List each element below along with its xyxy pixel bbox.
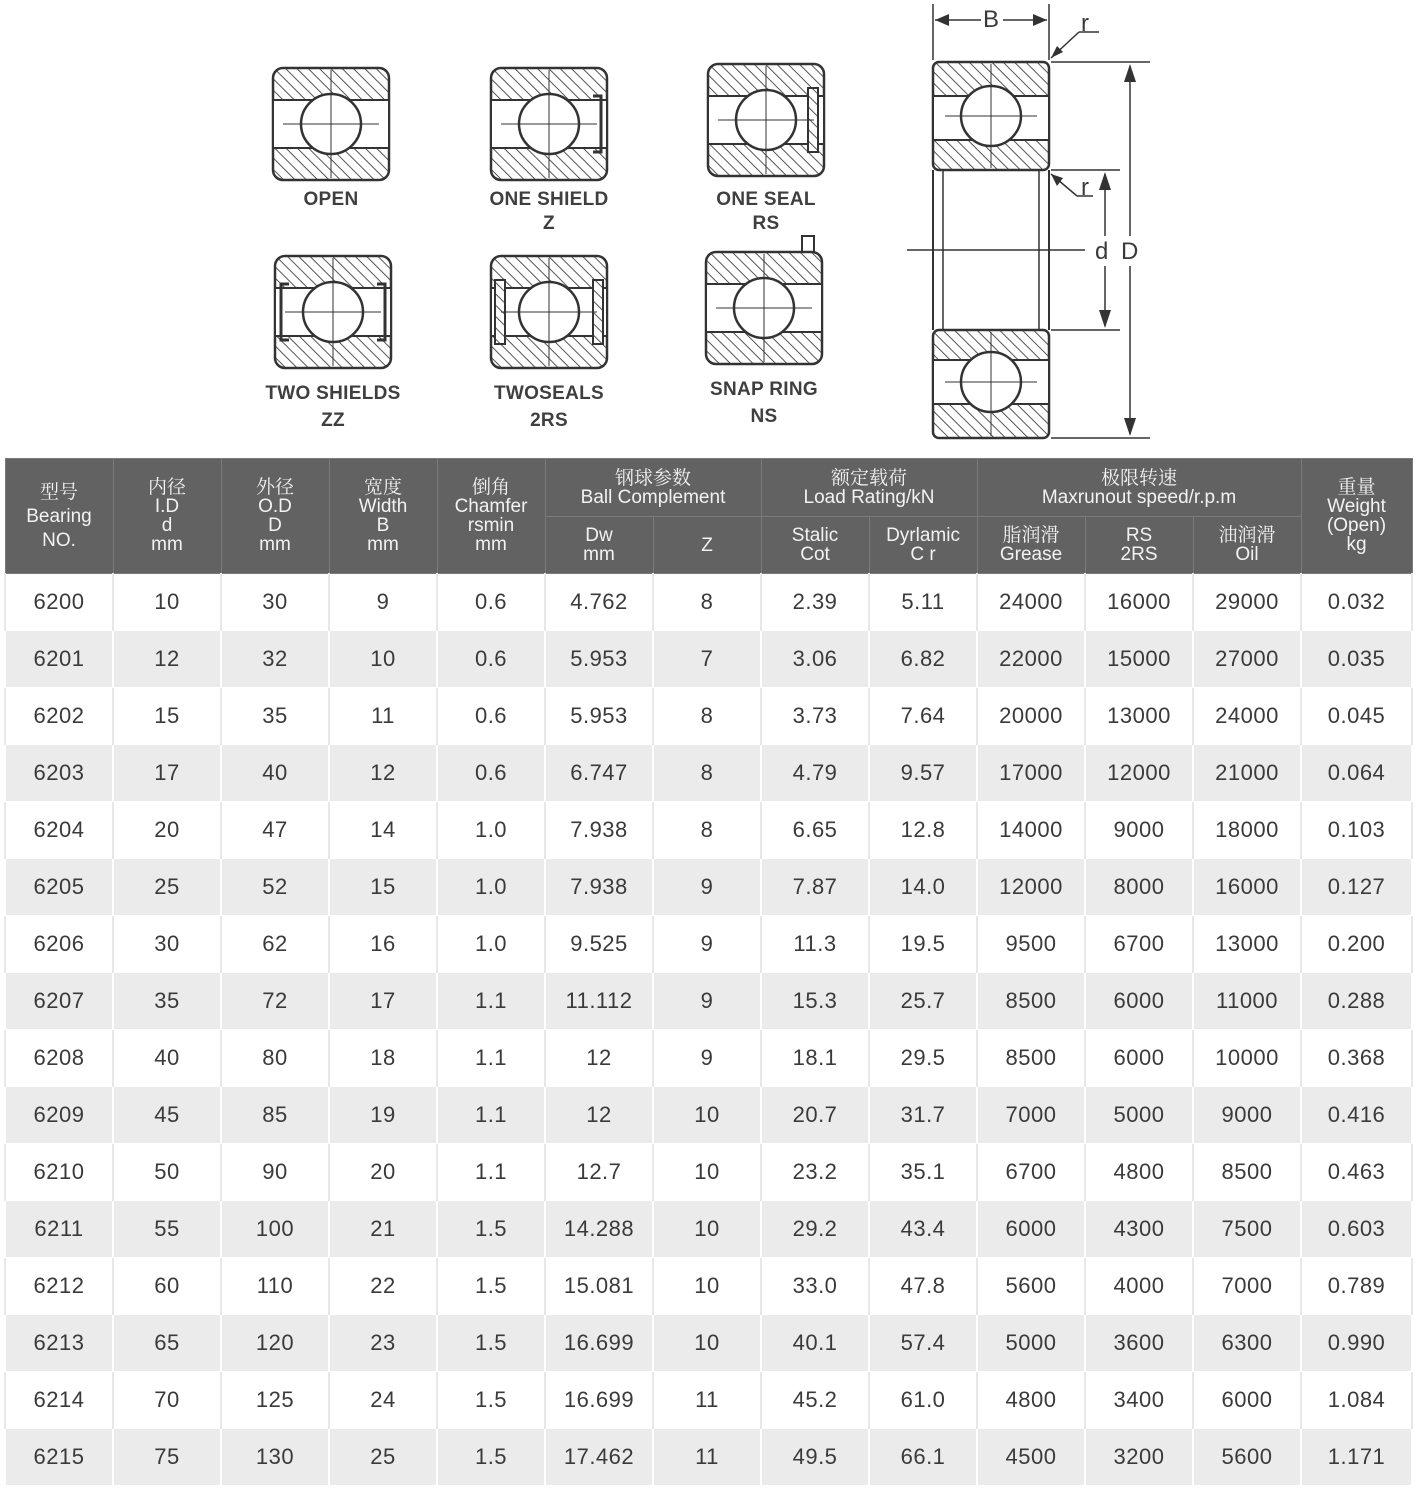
two-shields-bearing-drawing: [273, 254, 393, 370]
table-cell: 24000: [977, 574, 1085, 631]
bearing-number-cell: 6205: [5, 859, 113, 916]
table-cell: 9000: [1085, 802, 1193, 859]
table-cell: 17.462: [545, 1429, 653, 1486]
table-cell: 0.463: [1301, 1144, 1412, 1201]
table-cell: 90: [221, 1144, 329, 1201]
header-outer-diameter: 外径 O.D D mm: [221, 459, 329, 574]
table-cell: 4800: [977, 1372, 1085, 1429]
table-cell: 55: [113, 1201, 221, 1258]
table-cell: 70: [113, 1372, 221, 1429]
table-cell: 100: [221, 1201, 329, 1258]
table-cell: 9: [329, 574, 437, 631]
table-cell: 8: [653, 688, 761, 745]
table-cell: 7000: [1193, 1258, 1301, 1315]
table-cell: 12000: [1085, 745, 1193, 802]
bearing-type-one-seal: [656, 62, 876, 236]
header-dynamic-load: Dyrlamic C r: [869, 517, 977, 574]
table-cell: 31.7: [869, 1087, 977, 1144]
table-row: [5, 859, 1412, 916]
table-cell: 11.3: [761, 916, 869, 973]
table-cell: 1.0: [437, 802, 545, 859]
table-cell: 5000: [977, 1315, 1085, 1372]
table-cell: 19.5: [869, 916, 977, 973]
table-cell: 40.1: [761, 1315, 869, 1372]
table-row: [5, 1429, 1412, 1486]
table-cell: 19: [329, 1087, 437, 1144]
table-cell: 0.045: [1301, 688, 1412, 745]
bearing-number-cell: 6201: [5, 631, 113, 688]
bearing-type-name: SNAP RING: [710, 379, 818, 400]
table-cell: 9: [653, 973, 761, 1030]
bearing-type-two-shields: [223, 254, 443, 433]
table-cell: 3.73: [761, 688, 869, 745]
header-weight: 重量 Weight (Open) kg: [1301, 459, 1412, 574]
snap-ring-bearing-drawing: [702, 234, 826, 370]
header-rs: RS 2RS: [1085, 517, 1193, 574]
table-cell: 1.5: [437, 1429, 545, 1486]
table-cell: 10: [329, 631, 437, 688]
table-cell: 16.699: [545, 1372, 653, 1429]
table-cell: 6700: [977, 1144, 1085, 1201]
bearing-type-name: ONE SEAL: [716, 189, 816, 210]
table-body: [5, 574, 1412, 1486]
table-cell: 16000: [1193, 859, 1301, 916]
table-cell: 11000: [1193, 973, 1301, 1030]
table-cell: 12.8: [869, 802, 977, 859]
table-cell: 4800: [1085, 1144, 1193, 1201]
bearing-number-cell: 6214: [5, 1372, 113, 1429]
table-cell: 9500: [977, 916, 1085, 973]
one-seal-bearing-drawing: [706, 62, 826, 178]
table-cell: 4.79: [761, 745, 869, 802]
table-cell: 24000: [1193, 688, 1301, 745]
table-cell: 40: [113, 1030, 221, 1087]
table-cell: 25.7: [869, 973, 977, 1030]
table-cell: 0.990: [1301, 1315, 1412, 1372]
table-cell: 30: [221, 574, 329, 631]
bearing-cross-section: [895, 0, 1165, 450]
table-cell: 15: [113, 688, 221, 745]
table-row: [5, 1087, 1412, 1144]
table-cell: 12000: [977, 859, 1085, 916]
table-cell: 6000: [1085, 973, 1193, 1030]
table-cell: 1.1: [437, 1144, 545, 1201]
table-cell: 6000: [1193, 1372, 1301, 1429]
table-row: [5, 916, 1412, 973]
table-cell: 6000: [977, 1201, 1085, 1258]
table-cell: 8000: [1085, 859, 1193, 916]
table-row: [5, 802, 1412, 859]
table-cell: 16: [329, 916, 437, 973]
table-cell: 5.953: [545, 631, 653, 688]
table-row: [5, 973, 1412, 1030]
table-cell: 22000: [977, 631, 1085, 688]
header-inner-diameter: 内径 I.D d mm: [113, 459, 221, 574]
table-cell: 12: [545, 1087, 653, 1144]
table-cell: 25: [329, 1429, 437, 1486]
table-cell: 3.06: [761, 631, 869, 688]
table-cell: 45: [113, 1087, 221, 1144]
table-row: [5, 631, 1412, 688]
table-cell: 20: [113, 802, 221, 859]
bearing-number-cell: 6215: [5, 1429, 113, 1486]
bearing-number-cell: 6206: [5, 916, 113, 973]
table-cell: 3600: [1085, 1315, 1193, 1372]
table-cell: 8: [653, 574, 761, 631]
table-cell: 10: [653, 1315, 761, 1372]
header-bearing-no: 型号 Bearing NO.: [5, 459, 113, 574]
table-cell: 6300: [1193, 1315, 1301, 1372]
table-cell: 0.416: [1301, 1087, 1412, 1144]
bearing-type-two-seals: [439, 254, 659, 433]
table-cell: 20: [329, 1144, 437, 1201]
table-cell: 7.64: [869, 688, 977, 745]
table-cell: 1.171: [1301, 1429, 1412, 1486]
table-cell: 4.762: [545, 574, 653, 631]
table-cell: 8500: [977, 973, 1085, 1030]
table-cell: 9000: [1193, 1087, 1301, 1144]
table-cell: 3200: [1085, 1429, 1193, 1486]
table-cell: 35: [113, 973, 221, 1030]
table-cell: 43.4: [869, 1201, 977, 1258]
table-cell: 45.2: [761, 1372, 869, 1429]
table-cell: 33.0: [761, 1258, 869, 1315]
cross-section-drawing: [895, 0, 1165, 450]
table-cell: 72: [221, 973, 329, 1030]
table-cell: 75: [113, 1429, 221, 1486]
table-cell: 4300: [1085, 1201, 1193, 1258]
table-cell: 9: [653, 916, 761, 973]
table-cell: 18.1: [761, 1030, 869, 1087]
table-cell: 5.11: [869, 574, 977, 631]
table-cell: 4000: [1085, 1258, 1193, 1315]
table-cell: 32: [221, 631, 329, 688]
table-cell: 20.7: [761, 1087, 869, 1144]
table-cell: 8: [653, 802, 761, 859]
table-cell: 10: [653, 1144, 761, 1201]
table-cell: 23: [329, 1315, 437, 1372]
table-cell: 3400: [1085, 1372, 1193, 1429]
table-cell: 30: [113, 916, 221, 973]
table-cell: 0.103: [1301, 802, 1412, 859]
table-cell: 5.953: [545, 688, 653, 745]
table-row: [5, 688, 1412, 745]
table-cell: 0.603: [1301, 1201, 1412, 1258]
table-cell: 65: [113, 1315, 221, 1372]
table-cell: 23.2: [761, 1144, 869, 1201]
table-cell: 25: [113, 859, 221, 916]
table-cell: 35.1: [869, 1144, 977, 1201]
table-cell: 6700: [1085, 916, 1193, 973]
bearing-type-code: 2RS: [530, 410, 568, 431]
bearing-number-cell: 6208: [5, 1030, 113, 1087]
table-row: [5, 1315, 1412, 1372]
table-cell: 20000: [977, 688, 1085, 745]
header-z: Z: [653, 517, 761, 574]
table-cell: 1.0: [437, 859, 545, 916]
table-cell: 10: [653, 1258, 761, 1315]
bearing-number-cell: 6212: [5, 1258, 113, 1315]
dimension-radius-bore-label: r: [1081, 174, 1089, 201]
table-cell: 29.2: [761, 1201, 869, 1258]
table-cell: 61.0: [869, 1372, 977, 1429]
table-cell: 13000: [1193, 916, 1301, 973]
table-cell: 4500: [977, 1429, 1085, 1486]
table-cell: 14.288: [545, 1201, 653, 1258]
table-cell: 10000: [1193, 1030, 1301, 1087]
bearing-number-cell: 6207: [5, 973, 113, 1030]
table-cell: 24: [329, 1372, 437, 1429]
table-cell: 1.5: [437, 1372, 545, 1429]
table-cell: 0.6: [437, 688, 545, 745]
table-cell: 6.747: [545, 745, 653, 802]
table-cell: 1.1: [437, 1030, 545, 1087]
table-cell: 5600: [977, 1258, 1085, 1315]
table-cell: 1.5: [437, 1201, 545, 1258]
table-cell: 6.65: [761, 802, 869, 859]
dimension-bore-label: d: [1095, 238, 1109, 265]
table-cell: 17000: [977, 745, 1085, 802]
table-cell: 11.112: [545, 973, 653, 1030]
table-cell: 110: [221, 1258, 329, 1315]
table-cell: 0.127: [1301, 859, 1412, 916]
table-cell: 27000: [1193, 631, 1301, 688]
dimension-radius-label: r: [1081, 10, 1089, 37]
table-cell: 0.789: [1301, 1258, 1412, 1315]
table-cell: 47.8: [869, 1258, 977, 1315]
table-cell: 7.87: [761, 859, 869, 916]
table-cell: 5600: [1193, 1429, 1301, 1486]
bearing-number-cell: 6211: [5, 1201, 113, 1258]
one-shield-bearing-drawing: [489, 66, 609, 182]
table-cell: 8500: [977, 1030, 1085, 1087]
header-grease: 脂润滑 Grease: [977, 517, 1085, 574]
table-cell: 11: [329, 688, 437, 745]
table-cell: 15.081: [545, 1258, 653, 1315]
table-cell: 14000: [977, 802, 1085, 859]
table-cell: 1.1: [437, 1087, 545, 1144]
table-cell: 14.0: [869, 859, 977, 916]
table-cell: 0.288: [1301, 973, 1412, 1030]
table-cell: 7000: [977, 1087, 1085, 1144]
bearing-type-name: OPEN: [303, 189, 359, 210]
table-cell: 15.3: [761, 973, 869, 1030]
table-cell: 10: [653, 1201, 761, 1258]
bearing-number-cell: 6204: [5, 802, 113, 859]
table-cell: 21000: [1193, 745, 1301, 802]
table-cell: 12.7: [545, 1144, 653, 1201]
header-oil: 油润滑 Oil: [1193, 517, 1301, 574]
header-chamfer: 倒角 Chamfer rsmin mm: [437, 459, 545, 574]
bearing-type-open: [221, 66, 441, 212]
bearing-type-name: TWOSEALS: [493, 383, 605, 404]
table-cell: 12: [113, 631, 221, 688]
table-cell: 12: [545, 1030, 653, 1087]
table-cell: 10: [653, 1087, 761, 1144]
table-cell: 1.084: [1301, 1372, 1412, 1429]
table-cell: 29.5: [869, 1030, 977, 1087]
header-load-rating: 额定载荷 Load Rating/kN: [761, 459, 977, 517]
table-cell: 13000: [1085, 688, 1193, 745]
table-cell: 9.57: [869, 745, 977, 802]
table-cell: 85: [221, 1087, 329, 1144]
two-seals-bearing-drawing: [489, 254, 609, 370]
table-cell: 7500: [1193, 1201, 1301, 1258]
header-dw: Dw mm: [545, 517, 653, 574]
table-cell: 49.5: [761, 1429, 869, 1486]
bearing-type-code: Z: [543, 213, 555, 234]
table-row: [5, 1201, 1412, 1258]
table-cell: 80: [221, 1030, 329, 1087]
table-cell: 0.035: [1301, 631, 1412, 688]
table-cell: 6000: [1085, 1030, 1193, 1087]
table-cell: 120: [221, 1315, 329, 1372]
table-cell: 10: [113, 574, 221, 631]
table-cell: 0.6: [437, 574, 545, 631]
bearing-number-cell: 6213: [5, 1315, 113, 1372]
table-cell: 16000: [1085, 574, 1193, 631]
table-cell: 62: [221, 916, 329, 973]
table-cell: 17: [329, 973, 437, 1030]
table-cell: 6.82: [869, 631, 977, 688]
table-cell: 50: [113, 1144, 221, 1201]
table-cell: 66.1: [869, 1429, 977, 1486]
table-cell: 57.4: [869, 1315, 977, 1372]
dimension-width-label: B: [983, 6, 1000, 33]
table-row: [5, 745, 1412, 802]
table-cell: 18: [329, 1030, 437, 1087]
table-cell: 7.938: [545, 802, 653, 859]
table-cell: 2.39: [761, 574, 869, 631]
bearing-number-cell: 6209: [5, 1087, 113, 1144]
table-cell: 0.032: [1301, 574, 1412, 631]
table-cell: 52: [221, 859, 329, 916]
bearing-type-code: ZZ: [321, 410, 345, 431]
header-static-load: Stalic Cot: [761, 517, 869, 574]
table-cell: 1.1: [437, 973, 545, 1030]
bearing-type-one-shield: [439, 66, 659, 236]
table-row: [5, 1258, 1412, 1315]
bearing-number-cell: 6200: [5, 574, 113, 631]
table-cell: 40: [221, 745, 329, 802]
table-cell: 15: [329, 859, 437, 916]
table-cell: 130: [221, 1429, 329, 1486]
table-cell: 0.064: [1301, 745, 1412, 802]
table-row: [5, 1144, 1412, 1201]
table-cell: 14: [329, 802, 437, 859]
table-cell: 1.5: [437, 1315, 545, 1372]
bearing-type-snap-ring: [654, 234, 874, 429]
table-cell: 35: [221, 688, 329, 745]
table-cell: 7: [653, 631, 761, 688]
table-row: [5, 1372, 1412, 1429]
table-cell: 29000: [1193, 574, 1301, 631]
table-cell: 0.368: [1301, 1030, 1412, 1087]
table-cell: 8: [653, 745, 761, 802]
table-cell: 0.6: [437, 745, 545, 802]
table-cell: 22: [329, 1258, 437, 1315]
bearing-type-code: NS: [750, 406, 778, 427]
header-max-speed: 极限转速 Maxrunout speed/r.p.m: [977, 459, 1301, 517]
table-cell: 1.0: [437, 916, 545, 973]
bearing-type-code: RS: [752, 213, 780, 234]
bearing-spec-table: [4, 458, 1413, 1486]
dimension-outer-label: D: [1121, 238, 1139, 265]
table-cell: 11: [653, 1372, 761, 1429]
bearing-type-name: ONE SHIELD: [489, 189, 609, 210]
header-width: 宽度 Width B mm: [329, 459, 437, 574]
table-cell: 18000: [1193, 802, 1301, 859]
table-cell: 16.699: [545, 1315, 653, 1372]
table-cell: 7.938: [545, 859, 653, 916]
bearing-number-cell: 6210: [5, 1144, 113, 1201]
bearing-type-name: TWO SHIELDS: [265, 383, 401, 404]
table-cell: 0.200: [1301, 916, 1412, 973]
table-cell: 9: [653, 859, 761, 916]
table-cell: 9: [653, 1030, 761, 1087]
table-cell: 8500: [1193, 1144, 1301, 1201]
table-cell: 15000: [1085, 631, 1193, 688]
table-cell: 17: [113, 745, 221, 802]
table-cell: 1.5: [437, 1258, 545, 1315]
table-cell: 12: [329, 745, 437, 802]
table-cell: 60: [113, 1258, 221, 1315]
table-cell: 5000: [1085, 1087, 1193, 1144]
table-cell: 9.525: [545, 916, 653, 973]
table-cell: 0.6: [437, 631, 545, 688]
open-bearing-drawing: [271, 66, 391, 182]
table-cell: 47: [221, 802, 329, 859]
table-row: [5, 574, 1412, 631]
bearing-number-cell: 6202: [5, 688, 113, 745]
table-cell: 11: [653, 1429, 761, 1486]
bearing-number-cell: 6203: [5, 745, 113, 802]
bearing-diagrams: [0, 0, 1415, 455]
table-row: [5, 1030, 1412, 1087]
table-cell: 21: [329, 1201, 437, 1258]
header-ball-complement: 钢球参数 Ball Complement: [545, 459, 761, 517]
table-cell: 125: [221, 1372, 329, 1429]
